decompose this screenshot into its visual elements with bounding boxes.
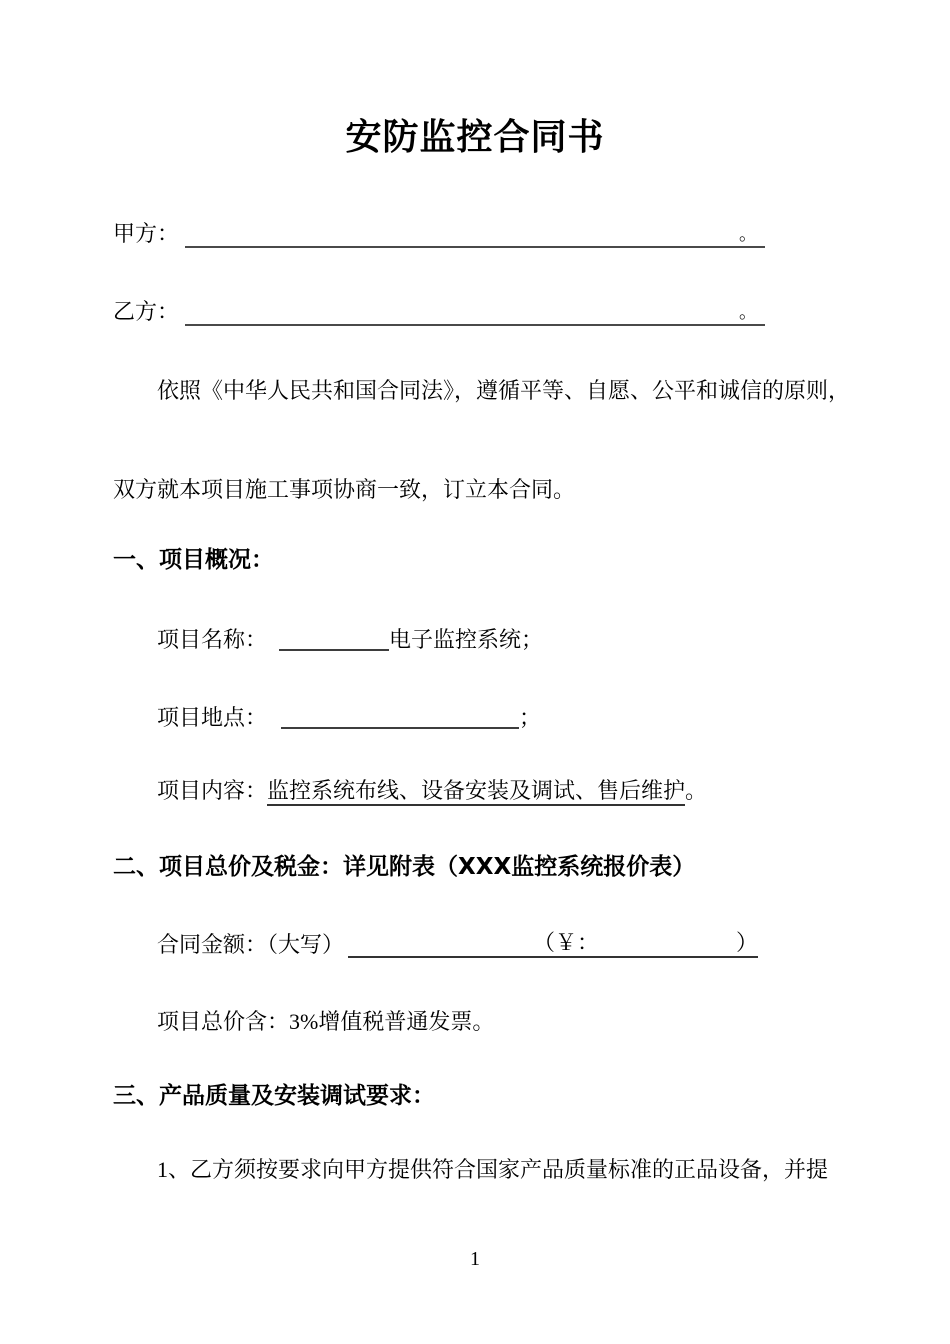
preamble-line-2: 双方就本项目施工事项协商一致，订立本合同。 (113, 477, 576, 502)
party-b-label: 乙方： (113, 299, 180, 324)
party-a-row (113, 219, 765, 248)
currency-label: （￥： (533, 930, 600, 955)
section-2-heading: 二、项目总价及税金：详见附表（XXX监控系统报价表） (113, 854, 696, 880)
party-a-label: 甲方： (113, 221, 180, 246)
party-b-row (113, 297, 765, 326)
party-a-blank[interactable] (185, 219, 765, 248)
project-name-row (157, 625, 543, 654)
project-content-label: 项目内容： (157, 778, 268, 803)
party-b-terminator: 。 (739, 302, 757, 322)
project-name-label: 项目名称： (157, 627, 268, 652)
party-b-blank[interactable] (185, 297, 765, 326)
project-content-terminator: 。 (685, 778, 708, 803)
tax-note: 项目总价含：3%增值税普通发票。 (157, 1009, 495, 1034)
project-location-suffix: ； (519, 705, 542, 730)
project-location-label: 项目地点： (157, 705, 268, 730)
project-name-suffix: 电子监控系统； (389, 627, 544, 652)
project-name-blank[interactable] (279, 625, 389, 651)
contract-amount-blank[interactable] (348, 930, 758, 958)
contract-amount-label: 合同金额： (157, 932, 268, 957)
currency-close-paren: ） (736, 930, 759, 955)
project-content-row (157, 777, 707, 805)
section-3-heading: 三、产品质量及安装调试要求： (113, 1083, 435, 1109)
section-1-heading: 一、项目概况： (113, 547, 274, 573)
party-a-terminator: 。 (739, 224, 757, 244)
section-3-clause-1: 1、乙方须按要求向甲方提供符合国家产品质量标准的正品设备，并提 (157, 1157, 829, 1182)
contract-amount-row (157, 930, 758, 959)
page-number: 1 (470, 1248, 480, 1270)
project-location-blank[interactable] (281, 703, 519, 729)
project-location-row (157, 703, 541, 732)
project-content-value: 监控系统布线、设备安装及调试、售后维护 (267, 778, 685, 806)
contract-amount-daxie-label: （大写） (267, 932, 345, 957)
preamble-line-1: 依照《中华人民共和国合同法》，遵循平等、自愿、公平和诚信的原则， (157, 378, 851, 403)
page-title: 安防监控合同书 (345, 117, 605, 158)
